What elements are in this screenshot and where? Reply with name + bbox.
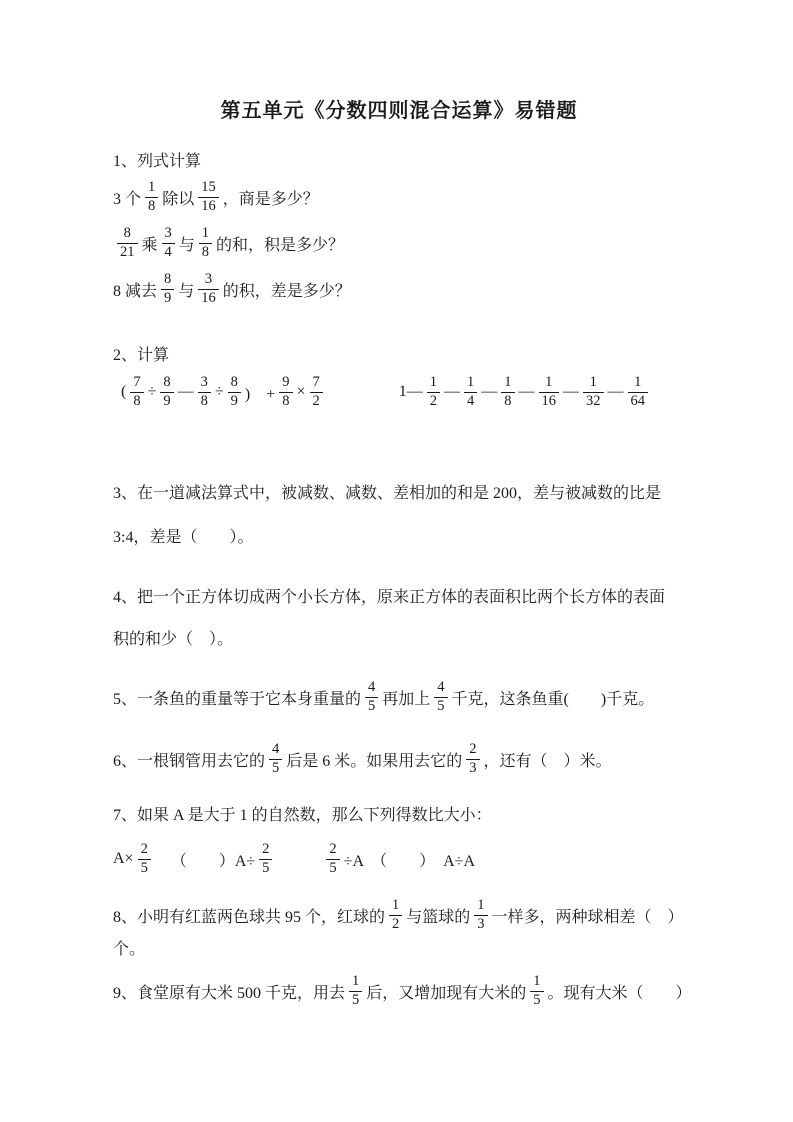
text-segment: 与篮球的 (406, 908, 471, 926)
text-segment: 9、食堂原有大米 500 千克，用去 (113, 984, 346, 1002)
minus-operator: — (607, 383, 624, 400)
fraction (269, 741, 282, 776)
fraction-numerator: 1 (201, 225, 210, 242)
fraction (117, 225, 138, 260)
fraction-denominator: 5 (326, 859, 339, 877)
fraction-denominator: 3 (474, 915, 487, 933)
fraction (259, 841, 272, 876)
fraction (138, 841, 151, 876)
minus-operator: — (563, 383, 580, 400)
fraction-numerator: 9 (282, 374, 290, 391)
fraction (530, 973, 543, 1008)
fraction-denominator: 4 (162, 243, 175, 261)
fraction (198, 271, 219, 306)
fraction-numerator: 1 (148, 179, 156, 196)
fraction (160, 374, 173, 409)
text-segment: 的积，差是多少？ (222, 282, 351, 300)
fraction-denominator: 5 (269, 759, 282, 777)
fraction-denominator: 5 (259, 859, 272, 877)
fraction-numerator: 4 (368, 679, 376, 696)
fraction (310, 374, 323, 409)
text-segment: A× (113, 850, 134, 867)
fraction (474, 897, 487, 932)
text-segment: 6、一根钢管用去它的 (113, 752, 266, 770)
fraction-numerator: 1 (477, 897, 485, 914)
fraction-numerator: 3 (204, 271, 213, 288)
text-segment: 的和，积是多少？ (216, 236, 345, 254)
fraction-numerator: 8 (123, 225, 131, 242)
fraction (501, 374, 514, 409)
problem-8-line-1 (113, 892, 685, 938)
text-segment: 8 减去 (113, 282, 158, 300)
fraction (427, 374, 440, 409)
fraction-numerator: 4 (437, 679, 445, 696)
fraction (198, 179, 219, 214)
fraction-numerator: 3 (164, 225, 172, 242)
minus-operator: — (518, 383, 535, 400)
fraction-numerator: 2 (329, 841, 337, 858)
fraction (466, 741, 479, 776)
fraction-denominator: 9 (161, 289, 174, 307)
fraction (198, 374, 211, 409)
fraction-denominator: 9 (228, 392, 241, 410)
fraction-denominator: 8 (198, 392, 211, 410)
problem-8-line-2: 个。 (113, 941, 146, 958)
problem-7-line-1: 7、如果 A 是大于 1 的自然数，那么下列得数比大小： (113, 807, 492, 824)
fraction-denominator: 64 (628, 392, 649, 410)
fraction-numerator: 2 (140, 841, 148, 858)
fraction (130, 374, 143, 409)
fraction-denominator: 5 (365, 697, 378, 715)
fraction (583, 374, 604, 409)
fraction-denominator: 8 (501, 392, 514, 410)
text-segment: 一样多，两种球相差（ ） (491, 908, 684, 926)
fraction-numerator: 1 (545, 374, 553, 391)
fraction-denominator: 32 (583, 392, 604, 410)
fraction (162, 225, 175, 260)
text-segment: 千克，这条鱼重( )千克。 (451, 690, 655, 708)
fraction-numerator: 1 (429, 374, 438, 391)
text-segment: ，商是多少？ (222, 190, 319, 208)
fraction-denominator: 2 (389, 915, 402, 933)
fraction-denominator: 21 (117, 243, 138, 261)
fraction-denominator: 8 (130, 392, 143, 410)
problem-5 (113, 674, 685, 720)
text-segment: 3 个 (113, 190, 142, 208)
fraction-numerator: 8 (230, 374, 238, 391)
text-segment: 后是 6 米。如果用去它的 (286, 752, 463, 770)
problem-1-heading: 1、列式计算 (113, 153, 202, 170)
text-segment: 与 (178, 282, 195, 300)
problem-4-line-1: 4、把一个正方体切成两个小长方体，原来正方体的表面积比两个长方体的表面 (113, 589, 666, 606)
fraction (145, 179, 158, 214)
fraction (464, 374, 477, 409)
fraction (279, 374, 292, 409)
minus-operator: — (444, 383, 461, 400)
fraction-denominator: 8 (279, 392, 292, 410)
fraction-numerator: 1 (352, 973, 360, 990)
text-segment: 后，又增加现有大米的 (366, 984, 527, 1002)
fraction-numerator: 1 (634, 374, 642, 391)
fraction-numerator: 8 (163, 374, 171, 391)
fraction (434, 679, 447, 714)
fraction-denominator: 8 (199, 243, 212, 261)
problem-1-question-3 (113, 266, 685, 312)
fraction-denominator: 4 (464, 392, 477, 410)
text-segment: 与 (178, 236, 195, 254)
minus-operator: — (177, 383, 194, 400)
problem-7-comparison-row (113, 836, 685, 882)
fraction-numerator: 7 (133, 374, 141, 391)
text-segment: 1— (398, 383, 423, 400)
fraction (349, 973, 362, 1008)
problem-1-question-2 (113, 220, 685, 266)
plus-operator: ) + (244, 385, 276, 403)
text-segment: 再加上 (382, 690, 431, 708)
fraction-numerator: 7 (312, 374, 320, 391)
fraction-denominator: 5 (530, 991, 543, 1009)
text-segment: 5、一条鱼的重量等于它本身重量的 (113, 690, 362, 708)
text-segment: 。现有大米（ ） (547, 984, 692, 1002)
fraction-denominator: 5 (434, 697, 447, 715)
fraction-numerator: 2 (469, 741, 477, 758)
answer-blank: ÷A （ ） A÷A (343, 852, 476, 870)
fraction-denominator: 16 (198, 197, 219, 215)
fraction-numerator: 1 (392, 897, 400, 914)
fraction-denominator: 2 (427, 392, 440, 410)
problem-6 (113, 736, 685, 782)
fraction-denominator: 16 (198, 289, 219, 307)
fraction-denominator: 5 (349, 991, 362, 1009)
problem-2-heading: 2、计算 (113, 347, 170, 364)
text-segment: ( (121, 383, 127, 400)
fraction-denominator: 3 (466, 759, 479, 777)
fraction-numerator: 8 (164, 271, 172, 288)
fraction-denominator: 16 (539, 392, 560, 410)
text-segment: 除以 (162, 190, 195, 208)
page-title: 第五单元《分数四则混合运算》易错题 (220, 100, 578, 122)
fraction-numerator: 3 (200, 374, 208, 391)
fraction (539, 374, 560, 409)
text-segment: 乘 (141, 236, 158, 254)
fraction-numerator: 4 (272, 741, 280, 758)
expression-1 (121, 374, 327, 409)
problem-3-line-1: 3、在一道减法算式中，被减数、减数、差相加的和是 200，差与被减数的比是 (113, 485, 662, 502)
fraction-numerator: 1 (589, 374, 597, 391)
answer-blank: （ ）A÷ (170, 852, 256, 870)
fraction (161, 271, 174, 306)
text-segment: ，还有（ ）米。 (483, 752, 612, 770)
fraction-numerator: 2 (262, 841, 270, 858)
fraction-numerator: 15 (201, 179, 216, 196)
fraction-denominator: 2 (310, 392, 323, 410)
text-segment: 8、小明有红蓝两色球共 95 个，红球的 (113, 908, 386, 926)
fraction (365, 679, 378, 714)
divide-operator: ÷ (214, 383, 224, 400)
fraction-numerator: 1 (533, 973, 541, 990)
divide-operator: ÷ (147, 383, 157, 400)
multiply-operator: × (296, 383, 306, 400)
problem-2-expressions (113, 368, 685, 416)
fraction (228, 374, 241, 409)
minus-operator: — (481, 383, 498, 400)
problem-1-question-1 (113, 174, 685, 220)
fraction-denominator: 5 (138, 859, 151, 877)
fraction-numerator: 1 (504, 374, 512, 391)
fraction-denominator: 8 (145, 197, 158, 215)
fraction (199, 225, 212, 260)
fraction (628, 374, 649, 409)
fraction-numerator: 1 (467, 374, 475, 391)
fraction-denominator: 9 (160, 392, 173, 410)
problem-3-line-2: 3:4，差是（ ）。 (113, 529, 254, 546)
fraction (389, 897, 402, 932)
problem-9 (113, 968, 692, 1014)
fraction (326, 841, 339, 876)
problem-4-line-2: 积的和少（ ）。 (113, 631, 234, 648)
expression-2 (399, 374, 652, 409)
